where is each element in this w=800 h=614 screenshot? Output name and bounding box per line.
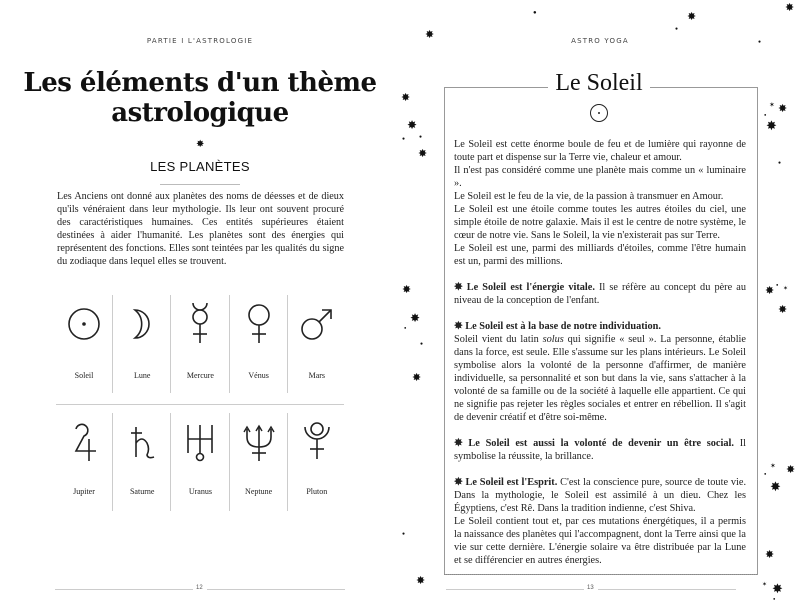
- footer-rule: [446, 589, 584, 590]
- star-icon: ✸: [772, 581, 783, 596]
- grid-divider: [56, 404, 344, 405]
- planet-label: Jupiter: [73, 487, 95, 496]
- star-icon: ✸: [778, 304, 788, 316]
- planet-cell-pluton: [288, 413, 345, 511]
- star-icon: ●: [402, 532, 406, 537]
- star-icon: ✸: [766, 118, 777, 133]
- star-icon: ✸: [778, 103, 788, 115]
- bullet-paragraph: [454, 281, 746, 307]
- star-icon: ●: [419, 135, 423, 140]
- chapter-title: Le Soleil: [555, 70, 643, 96]
- planet-grid-row-1: [55, 295, 345, 393]
- mars-symbol-icon: [288, 299, 346, 349]
- bullet-text: Il se réfère au concept du père au niveau de la conception de l'enfant.: [454, 282, 746, 306]
- page-title: [0, 68, 400, 128]
- paragraph: Le Soleil est le feu de la vie, de la passion à transmuer en Amour.: [454, 191, 724, 202]
- intro-paragraph: Les Anciens ont donné aux planètes des noms de déesses et de dieux qu'ils vénéraient dans leur mythologie. Ils leur ont souvent procuré des caractéristiques humaines. Ces entités supérieures étaient destinées à aider l'humanité. Les planètes sont des énergies qui représentent des fonctions. Elles sont teintées par les qualités du signe du zodiaque dans lequel elles se trouvent.: [57, 191, 344, 267]
- planet-cell-neptune: [230, 413, 288, 511]
- neptune-symbol-icon: [230, 417, 288, 467]
- star-icon: ✸: [785, 2, 795, 14]
- star-icon: ✸: [687, 11, 697, 23]
- saturn-symbol-icon: [113, 417, 171, 467]
- bullet-text: Soleil vient du latin: [454, 334, 543, 345]
- section-divider: [160, 184, 240, 185]
- bullet-heading: Le Soleil est l'énergie vitale.: [466, 282, 595, 293]
- bullet-heading: Le Soleil est à la base de notre individuation.: [465, 321, 661, 332]
- page-footer-right: [446, 585, 736, 595]
- bullet-paragraph: [454, 437, 746, 463]
- bullet-paragraph: [454, 476, 746, 515]
- star-icon: ✸: [402, 284, 412, 296]
- star-icon: ✸: [407, 118, 418, 132]
- paragraph: Le Soleil contient tout et, par ces mutations énergétiques, il a permis la naissance des planètes qui l'accompagnent, dont la Terre ainsi que la vie sur cette dernière. L'énergie solaire va être distribuée par la Lune et se différencier en autres énergies.: [454, 516, 746, 566]
- footer-rule: [207, 589, 345, 590]
- star-bullet-icon: ✸: [454, 321, 463, 332]
- planet-label: Vénus: [248, 371, 269, 380]
- star-ornament-icon: ✸: [196, 139, 205, 150]
- planet-grid-row-2: [55, 413, 345, 511]
- page-footer-left: [55, 585, 345, 595]
- mercury-symbol-icon: [171, 299, 229, 349]
- star-icon: ✸: [786, 464, 796, 476]
- sun-symbol-icon: [589, 103, 609, 123]
- latin-word: solus: [542, 334, 564, 345]
- star-icon: ●: [533, 10, 537, 16]
- planet-label: Mars: [308, 371, 326, 380]
- star-icon: ✶: [783, 286, 789, 292]
- pluto-symbol-icon: [288, 417, 346, 467]
- right-page: [400, 0, 800, 614]
- paragraph: Le Soleil est une, parmi des milliards d'étoiles, comme l'être humain est un, parmi des millions.: [454, 243, 746, 267]
- title-line-2: astrologique: [111, 98, 289, 128]
- planet-label: Neptune: [245, 487, 273, 496]
- frame-top-rule: [444, 87, 548, 88]
- star-icon: ●: [675, 27, 679, 32]
- bullet-text: C'est la conscience pure, source de toute vie. Dans la mythologie, le Soleil est assimilé à un dieu. Chez les Égyptiens, c'est Rê. Dans la tradition indienne, c'est Shiva.: [454, 477, 747, 514]
- paragraph: Le Soleil est cette énorme boule de feu et de lumière qui rayonne de toute part et dispense sur la Terre vie, chaleur et amour.: [454, 139, 746, 163]
- footer-rule: [598, 589, 736, 590]
- planet-cell-venus: [230, 295, 288, 393]
- uranus-symbol-icon: [171, 417, 229, 467]
- star-bullet-icon: ✸: [454, 282, 463, 293]
- bullet-heading: Le Soleil est l'Esprit.: [465, 477, 558, 488]
- venus-symbol-icon: [230, 299, 288, 349]
- star-icon: ●: [402, 137, 406, 142]
- running-head-left: PARTIE I L'ASTROLOGIE: [146, 37, 254, 45]
- paragraph: Le Soleil est une étoile comme toutes les autres étoiles du ciel, une simple étoile de notre galaxie. Mais il est le centre de notre système, le cœur de notre vie. Sans le Soleil, la vie n'existerait pas sur Terre.: [454, 204, 746, 241]
- frame-top-rule: [650, 87, 757, 88]
- planet-label: Pluton: [306, 487, 328, 496]
- title-line-1: Les éléments d'un thème: [23, 68, 377, 98]
- section-heading: LES PLANÈTES: [150, 159, 250, 174]
- star-icon: ✸: [412, 372, 422, 384]
- star-icon: ✶: [762, 582, 768, 588]
- chapter-body: [454, 138, 746, 567]
- planet-cell-mercure: [171, 295, 229, 393]
- planet-label: Mercure: [186, 371, 214, 380]
- jupiter-symbol-icon: [55, 417, 113, 467]
- star-icon: ✸: [410, 311, 421, 325]
- star-icon: ●: [778, 161, 782, 166]
- star-icon: ●: [404, 325, 407, 330]
- bullet-text: Il symbolise la réussite, la brillance.: [454, 438, 746, 462]
- star-icon: ✸: [401, 92, 411, 104]
- star-bullet-icon: ✸: [454, 438, 463, 449]
- planet-cell-mars: [288, 295, 345, 393]
- running-head-right: ASTRO YOGA: [571, 37, 629, 45]
- planet-cell-jupiter: [55, 413, 113, 511]
- planet-cell-lune: [113, 295, 171, 393]
- bullet-text: qui signifie « seul ». La personne, établie dans la force, est seule. Elle s'assume sur les plans intérieurs. Le Soleil symbolise alors la volonté de la personne d'affirmer, de manière individuelle, sa personnalité et son but dans la vie, sans s'attacher à la volonté de sa famille ou de la société à laquelle elle appartient. Ce qui ne signifie pas rejeter les règles sociales et entrer en rébellion. Il s'agit de devenir créatif et d'être soi-même.: [454, 334, 746, 423]
- bullet-paragraph: [454, 320, 746, 424]
- star-icon: ●: [420, 342, 424, 347]
- star-icon: ✸: [770, 479, 781, 494]
- moon-symbol-icon: [113, 299, 171, 349]
- star-icon: ●: [776, 282, 779, 287]
- page-number: 13: [587, 585, 594, 591]
- planet-label: Uranus: [188, 487, 212, 496]
- star-icon: ✸: [425, 29, 435, 41]
- star-icon: ●: [764, 471, 767, 476]
- planet-cell-soleil: [55, 295, 113, 393]
- planet-cell-saturne: [113, 413, 171, 511]
- page-number: 12: [196, 585, 203, 591]
- star-icon: ✶: [770, 462, 776, 470]
- star-icon: ●: [764, 112, 767, 117]
- star-icon: ✸: [418, 148, 428, 160]
- sun-symbol-icon: [55, 299, 113, 349]
- star-icon: ✶: [769, 101, 775, 109]
- star-icon: ●: [773, 596, 776, 601]
- footer-rule: [55, 589, 193, 590]
- paragraph: Il n'est pas considéré comme une planète mais comme un « luminaire ».: [454, 165, 746, 189]
- planet-label: Lune: [133, 371, 151, 380]
- star-icon: ✸: [765, 549, 775, 561]
- planet-label: Soleil: [74, 371, 94, 380]
- planet-cell-uranus: [171, 413, 229, 511]
- bullet-heading: Le Soleil est aussi la volonté de devenir un être social.: [468, 438, 734, 449]
- star-icon: ✸: [765, 285, 775, 297]
- star-icon: ✸: [416, 575, 426, 587]
- star-icon: ●: [758, 40, 762, 45]
- star-bullet-icon: ✸: [454, 477, 463, 488]
- planet-label: Saturne: [129, 487, 155, 496]
- frame-dotted-bottom: [444, 574, 757, 575]
